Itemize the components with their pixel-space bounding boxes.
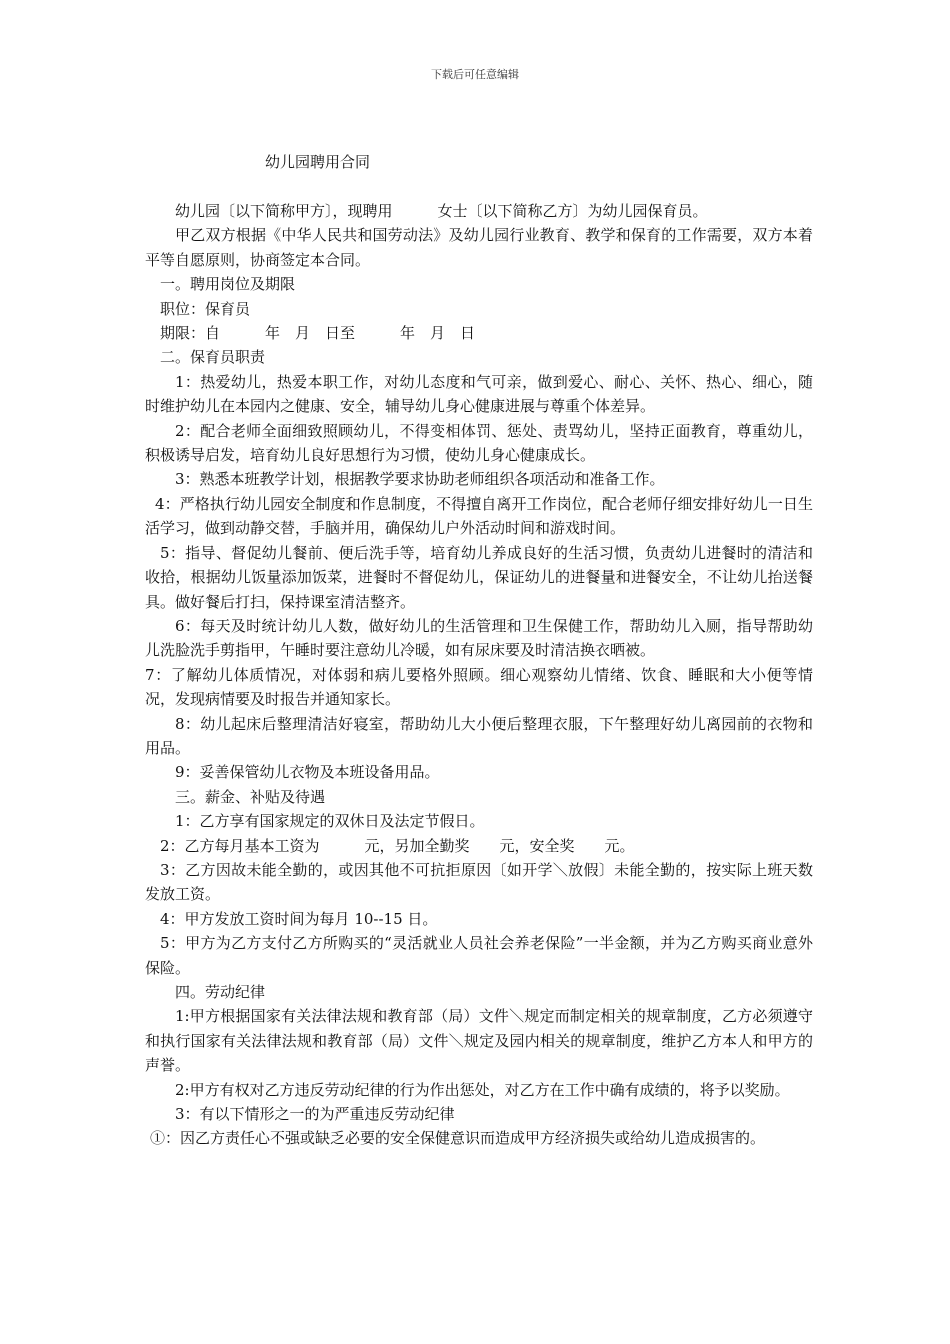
paragraph: 3：乙方因故未能全勤的，或因其他不可抗拒原因〔如开学＼放假〕未能全勤的，按实际上班天数发放工资。 bbox=[145, 860, 813, 904]
paragraph: 6：每天及时统计幼儿人数，做好幼儿的生活管理和卫生保健工作，帮助幼儿入厕，指导帮助幼儿洗脸洗手剪指甲，午睡时要注意幼儿冷暖，如有尿床要及时清洁换衣晒被。 bbox=[145, 616, 813, 660]
paragraph: 5：甲方为乙方支付乙方所购买的“灵活就业人员社会养老保险”一半金额，并为乙方购买商业意外保险。 bbox=[145, 934, 813, 977]
paragraph: 1:甲方根据国家有关法律法规和教育部（局）文件＼规定而制定相关的规章制度，乙方必须遵守和执行国家有关法律法规和教育部（局）文件＼规定及园内相关的规章制度，维护乙方本人和甲方的声誉。 bbox=[145, 1007, 813, 1075]
document-title: 幼儿园聘用合同 bbox=[265, 153, 371, 171]
document-body bbox=[145, 199, 813, 1151]
paragraph: 四。劳动纪律 bbox=[175, 983, 266, 1001]
paragraph: 4：严格执行幼儿园安全制度和作息制度，不得擅自离开工作岗位，配合老师仔细安排好幼儿一日生活学习，做到动静交替，手脑并用，确保幼儿户外活动时间和游戏时间。 bbox=[145, 494, 813, 538]
paragraph: 4：甲方发放工资时间为每月 10--15 日。 bbox=[160, 909, 438, 928]
paragraph: 1：乙方享有国家规定的双休日及法定节假日。 bbox=[175, 812, 485, 831]
paragraph: 5：指导、督促幼儿餐前、便后洗手等，培育幼儿养成良好的生活习惯，负责幼儿进餐时的清洁和收拾，根据幼儿饭量添加饭菜，进餐时不督促幼儿，保证幼儿的进餐量和进餐安全，不让幼儿抬送餐具。做好餐后打扫，保持课室清洁整齐。 bbox=[145, 543, 813, 611]
paragraph: 二。保育员职责 bbox=[160, 348, 266, 367]
paragraph: 甲乙双方根据《中华人民共和国劳动法》及幼儿园行业教育、教学和保育的工作需要，双方本着平等自愿原则，协商签定本合同。 bbox=[145, 226, 813, 269]
paragraph: 2：乙方每月基本工资为 元，另加全勤奖 元，安全奖 元。 bbox=[160, 836, 635, 855]
paragraph: 一。聘用岗位及期限 bbox=[160, 275, 296, 294]
paragraph: 8：幼儿起床后整理清洁好寝室，帮助幼儿大小便后整理衣服，下午整理好幼儿离园前的衣物和用品。 bbox=[145, 714, 813, 757]
paragraph: 2：配合老师全面细致照顾幼儿，不得变相体罚、惩处、责骂幼儿，坚持正面教育，尊重幼儿，积极诱导启发，培育幼儿良好思想行为习惯，使幼儿身心健康成长。 bbox=[145, 421, 813, 465]
paragraph: 期限：自 年 月 日至 年 月 日 bbox=[160, 324, 476, 343]
paragraph: 幼儿园〔以下简称甲方〕，现聘用 女士〔以下简称乙方〕为幼儿园保育员。 bbox=[175, 202, 708, 220]
paragraph: 职位：保育员 bbox=[160, 299, 251, 318]
paragraph: 1：热爱幼儿，热爱本职工作，对幼儿态度和气可亲，做到爱心、耐心、关怀、热心、细心，随时维护幼儿在本园内之健康、安全，辅导幼儿身心健康进展与尊重个体差异。 bbox=[145, 372, 813, 416]
paragraph: 7：了解幼儿体质情况，对体弱和病儿要格外照顾。细心观察幼儿情绪、饮食、睡眠和大小便等情况，发现病情要及时报告并通知家长。 bbox=[145, 665, 813, 709]
page-header: 下载后可任意编辑 bbox=[431, 68, 519, 81]
paragraph: 3：有以下情形之一的为严重违反劳动纪律 bbox=[175, 1105, 455, 1124]
paragraph: 9：妥善保管幼儿衣物及本班设备用品。 bbox=[175, 763, 440, 782]
paragraph: 三。薪金、补贴及待遇 bbox=[175, 787, 326, 806]
paragraph: 2:甲方有权对乙方违反劳动纪律的行为作出惩处，对乙方在工作中确有成绩的，将予以奖励。 bbox=[175, 1080, 790, 1099]
paragraph: ①：因乙方责任心不强或缺乏必要的安全保健意识而造成甲方经济损失或给幼儿造成损害的。 bbox=[150, 1129, 766, 1148]
paragraph: 3：熟悉本班教学计划，根据教学要求协助老师组织各项活动和准备工作。 bbox=[175, 470, 665, 489]
